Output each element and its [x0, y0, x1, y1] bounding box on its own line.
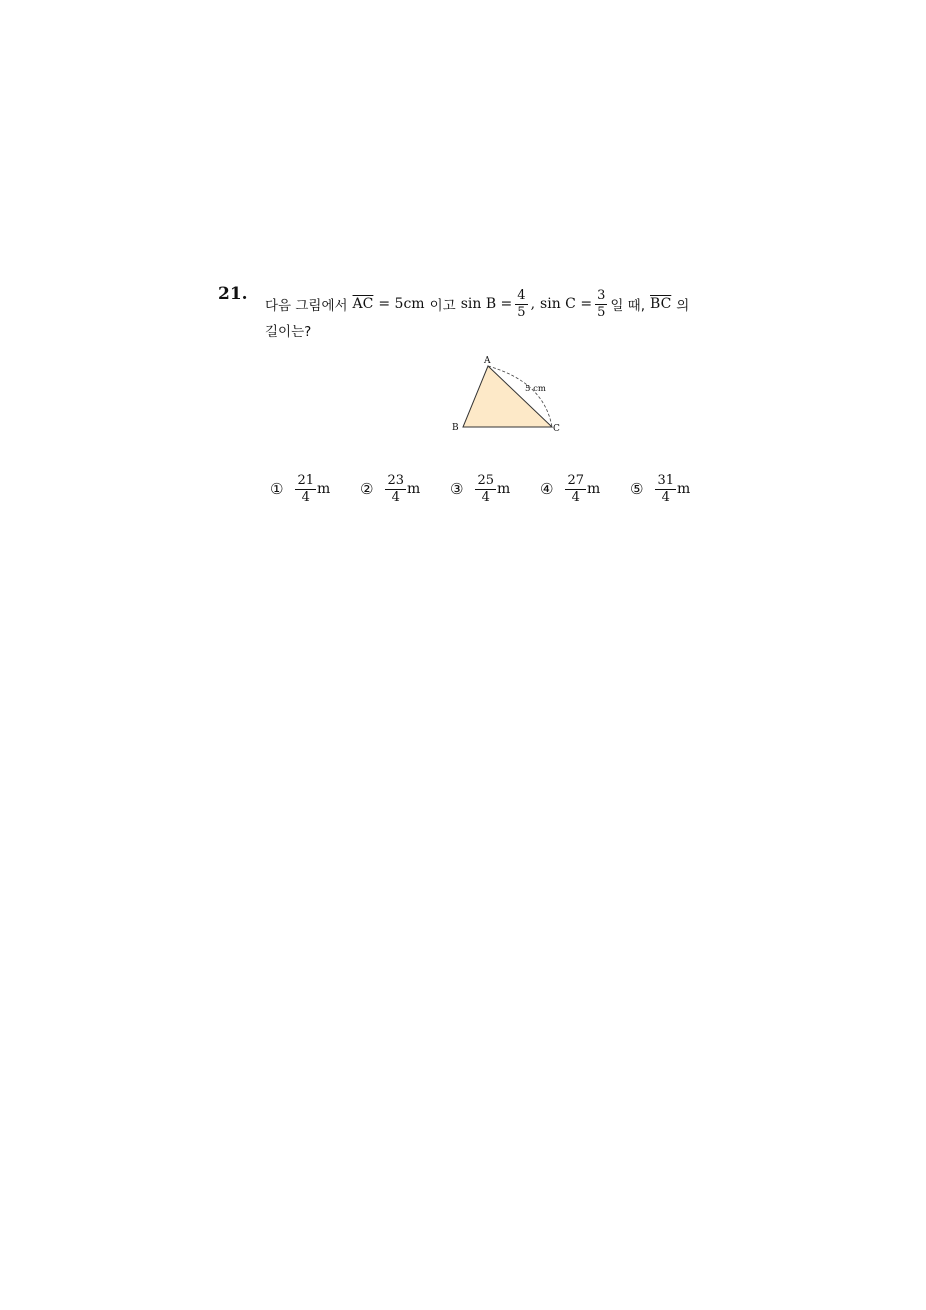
sin-b-denominator: 5 [517, 304, 526, 320]
choice-2[interactable] [360, 474, 450, 504]
sin-c-denominator: 5 [597, 304, 606, 320]
vertex-label-a: A [484, 356, 491, 366]
choice-marker-3: ③ [450, 480, 464, 499]
choice-denominator-5: 4 [661, 489, 670, 505]
question-text-intro: 다음 그림에서 [265, 298, 348, 314]
choice-marker-4: ④ [540, 480, 554, 499]
question-text-line-2: 길이는? [265, 324, 312, 340]
choice-numerator-5: 31 [657, 473, 674, 488]
choice-5[interactable] [630, 474, 720, 504]
question-text-when: 일 때, [610, 298, 646, 314]
separator-comma: , [530, 296, 536, 312]
choice-denominator-4: 4 [571, 489, 580, 505]
answer-choices [270, 474, 720, 504]
question-number: 21. [218, 284, 248, 304]
sin-c-numerator: 3 [597, 287, 606, 303]
choice-numerator-3: 25 [477, 473, 494, 488]
sin-c-label: sin C = [540, 296, 593, 312]
sin-b-fraction [515, 289, 527, 319]
segment-bc: $\overline{BC}$ [650, 296, 672, 312]
choice-unit-4: m [587, 481, 601, 498]
choice-fraction-1 [295, 474, 316, 504]
choice-denominator-2: 4 [391, 489, 400, 505]
choice-marker-1: ① [270, 480, 284, 499]
vertex-label-c: C [553, 424, 560, 434]
choice-marker-5: ⑤ [630, 480, 644, 499]
choice-3[interactable] [450, 474, 540, 504]
choice-4[interactable] [540, 474, 630, 504]
question-text-of: 의 [676, 298, 690, 314]
sin-c-fraction [595, 289, 607, 319]
choice-fraction-2 [385, 474, 406, 504]
choice-marker-2: ② [360, 480, 374, 499]
choice-unit-3: m [497, 481, 511, 498]
question-text-and: 이고 [429, 298, 456, 314]
question-text-line-1 [265, 284, 689, 324]
choice-numerator-4: 27 [567, 473, 584, 488]
sin-b-numerator: 4 [517, 287, 526, 303]
choice-numerator-2: 23 [387, 473, 404, 488]
choice-fraction-5 [655, 474, 676, 504]
choice-unit-5: m [677, 481, 691, 498]
choice-unit-2: m [407, 481, 421, 498]
sin-b-label: sin B = [460, 296, 513, 312]
side-ac-length-label: 5 cm [525, 384, 546, 394]
vertex-label-b: B [452, 423, 459, 433]
choice-denominator-1: 4 [301, 489, 310, 505]
choice-denominator-3: 4 [481, 489, 490, 505]
choice-unit-1: m [317, 481, 331, 498]
ac-length: = 5cm [378, 296, 425, 312]
choice-1[interactable] [270, 474, 360, 504]
triangle-figure [446, 350, 576, 440]
segment-ac: $\overline{AC}$ [352, 296, 374, 312]
choice-fraction-3 [475, 474, 496, 504]
choice-numerator-1: 21 [297, 473, 314, 488]
choice-fraction-4 [565, 474, 586, 504]
